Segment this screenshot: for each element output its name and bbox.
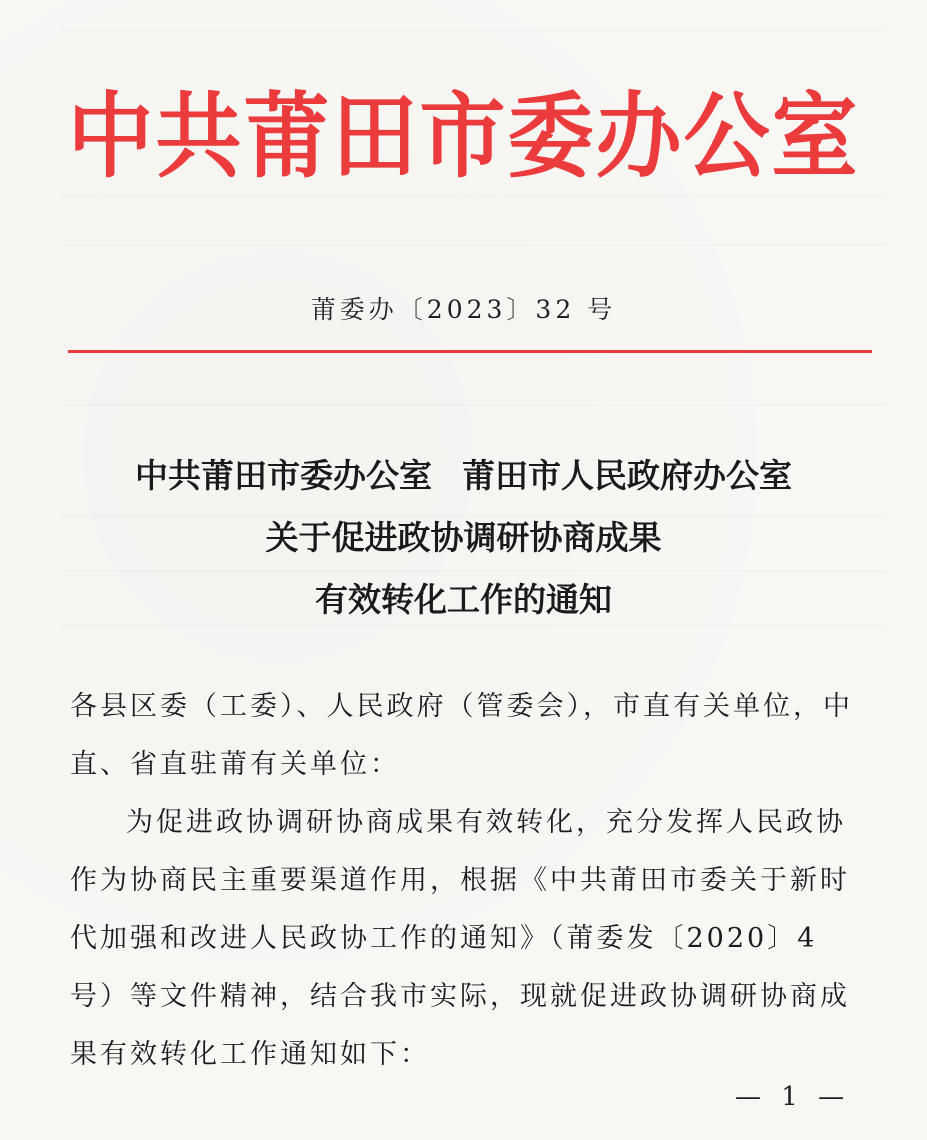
- red-separator-rule: [68, 350, 872, 353]
- document-number: 莆委办〔2023〕32 号: [310, 295, 617, 324]
- title-line-3: 有效转化工作的通知: [315, 580, 612, 619]
- bleed-through-line: [60, 405, 887, 406]
- document-body: [70, 678, 870, 1084]
- bleed-through-line: [60, 30, 887, 31]
- title-line-2: 关于促进政协调研协商成果: [265, 518, 662, 557]
- document-title: [0, 445, 927, 631]
- page-number: — 1 —: [735, 1082, 851, 1112]
- bleed-through-line: [60, 245, 887, 246]
- addressee: 各县区委（工委）、人民政府（管委会），市直有关单位，中直、省直驻莆有关单位：: [70, 691, 853, 780]
- title-issuer-2: 莆田市人民政府办公室: [462, 456, 792, 495]
- body-paragraph: 为促进政协调研协商成果有效转化，充分发挥人民政协作为协商民主重要渠道作用，根据《中共莆田市委关于新时代加强和改进人民政协工作的通知》（莆委发〔2020〕4 号）等文件精神，结合我市实际，现就促进政协调研协商成果有效转化工作通知如下：: [70, 807, 850, 1070]
- masthead-title: 中共莆田市委办公室: [67, 83, 860, 192]
- title-line-issuers: [0, 445, 927, 507]
- title-issuer-1: 中共莆田市委办公室: [135, 456, 432, 495]
